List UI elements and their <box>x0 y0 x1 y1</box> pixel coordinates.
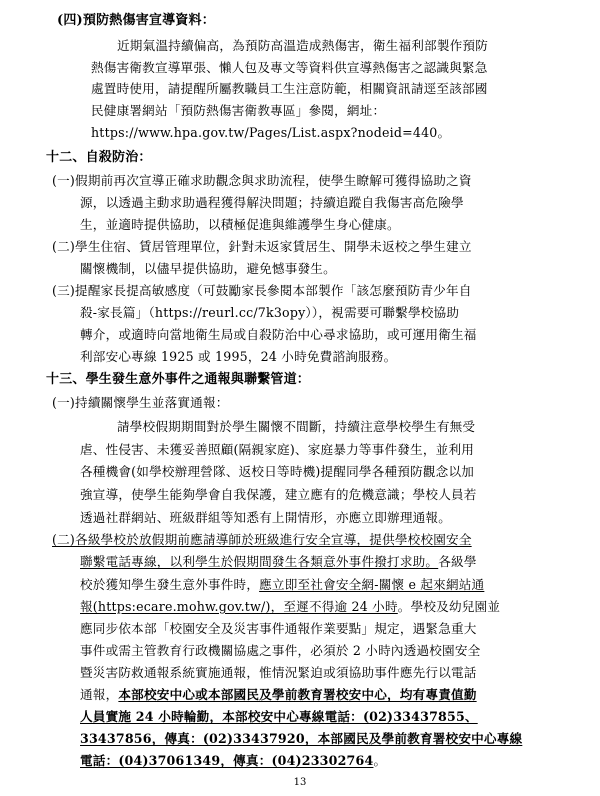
paragraph-line: 透過社群網站、班級群組等知悉有上開情形，亦應立即辦理通報。 <box>80 510 452 525</box>
list-item-line: 人員實施 24 小時輪勤，本部校安中心專線電話：(02)33437855、 <box>80 709 478 724</box>
paragraph-line: https://www.hpa.gov.tw/Pages/List.aspx?nodeid=440。 <box>91 125 451 140</box>
underlined-text: 應立即至社會安全網-關懷 e 起來網站通 <box>259 577 485 592</box>
paragraph-line: 強宣導，使學生能夠學會自我保護，建立應有的危機意識；學校人員若 <box>80 487 477 502</box>
list-item-line <box>80 752 386 770</box>
underlined-text: 聯繫電話專線，以利學生於假期間發生各類意外事件撥打求助。 <box>80 554 439 569</box>
list-item-line: (二)學生住宿、賃居管理單位，針對未返家賃居生、開學未返校之學生建立 <box>52 239 472 254</box>
plain-text: 。學校及幼兒園並 <box>397 599 501 614</box>
paragraph-line: 請學校假期期間對於學生關懷不間斷，持續注意學校學生有無受 <box>117 419 476 434</box>
list-item-line: (三)提醒家長提高敏感度（可鼓勵家長參閱本部製作「該怎麼預防青少年自 <box>52 283 472 298</box>
list-item-line: 暨災害防救通報系統實施通報，惟情況緊迫或須協助事件應先行以電話 <box>80 665 477 680</box>
plain-text: 校於獲知學生發生意外事件時， <box>80 577 260 592</box>
list-item-line: 應同步依本部「校園安全及災害事件通報作業要點」規定，遇緊急重大 <box>80 621 477 636</box>
list-item-line: 殺-家長篇」（https://reurl.cc/7k3opy）），視需要可聯繫學校協助 <box>80 305 460 320</box>
paragraph-line: 處置時使用，請提醒所屬教職員工生注意防範，相關資訊請逕至該部國 <box>91 81 488 96</box>
paragraph-line: 虐、性侵害、未獲妥善照顧(隔親家庭)、家庭暴力等事件發生，並利用 <box>80 442 475 457</box>
underlined-text: 報(https:ecare.mohw.gov.tw/)，至遲不得逾 24 小時 <box>80 599 398 614</box>
section-12-heading: 十二、自殺防治： <box>46 150 152 165</box>
list-item-line <box>80 686 477 704</box>
section-13-heading: 十三、學生發生意外事件之通報與聯繫管道： <box>46 372 311 387</box>
list-item-line: (二)各級學校於放假期前應請導師於班級進行安全宣導，提供學校校園安全 <box>52 532 472 547</box>
list-item-line: 關懷機制，以儘早提供協助，避免憾事發生。 <box>80 261 336 276</box>
bold-underlined-text: 本部校安中心或本部國民及學前教育署校安中心，均有專責值勤 <box>118 687 477 702</box>
list-item-line <box>80 598 500 616</box>
page-number: 13 <box>293 777 307 788</box>
plain-text: 通報， <box>80 687 119 702</box>
section-4-heading: (四)預防熱傷害宣導資料： <box>57 13 215 28</box>
list-item-line: (一)假期前再次宣導正確求助觀念與求助流程，使學生瞭解可獲得協助之資 <box>52 173 472 188</box>
bold-underlined-text: 電話：(04)37061349，傳真：(04)23302764 <box>80 753 374 768</box>
paragraph-line: 熱傷害衛教宣導單張、懶人包及專文等資料供宣導熱傷害之認識與緊急 <box>91 60 488 75</box>
list-item-line: 生，並適時提供協助，以積極促進與維護學生身心健康。 <box>80 217 400 232</box>
paragraph-line: 民健康署網站「預防熱傷害衛教專區」參閱，網址： <box>91 103 386 118</box>
list-item-line: 利部安心專線 1925 或 1995，24 小時免費諮詢服務。 <box>80 349 397 364</box>
list-item-line: 33437856，傳真：(02)33437920，本部國民及學前教育署校安中心專線 <box>80 731 523 746</box>
list-item-title: (一)持續關懷學生並落實通報： <box>52 395 229 410</box>
list-item-line <box>80 553 477 571</box>
list-item-line <box>80 576 484 594</box>
list-item-line: 轉介，或適時向當地衛生局或自殺防治中心尋求協助，或可運用衛生福 <box>80 327 477 342</box>
plain-text: 。 <box>373 753 387 768</box>
paragraph-line: 各種機會(如學校辦理營隊、返校日等時機)提醒同學各種預防觀念以加 <box>80 464 475 479</box>
list-item-line: 事件或需主管教育行政機關協處之事件，必須於 2 小時內透過校園安全 <box>80 643 481 658</box>
list-item-line: 源，以透過主動求助過程獲得解決問題；持續追蹤自我傷害高危險學 <box>80 195 464 210</box>
plain-text: 各級學 <box>438 554 477 569</box>
paragraph-line: 近期氣溫持續偏高，為預防高溫造成熱傷害，衛生福利部製作預防 <box>117 38 489 53</box>
